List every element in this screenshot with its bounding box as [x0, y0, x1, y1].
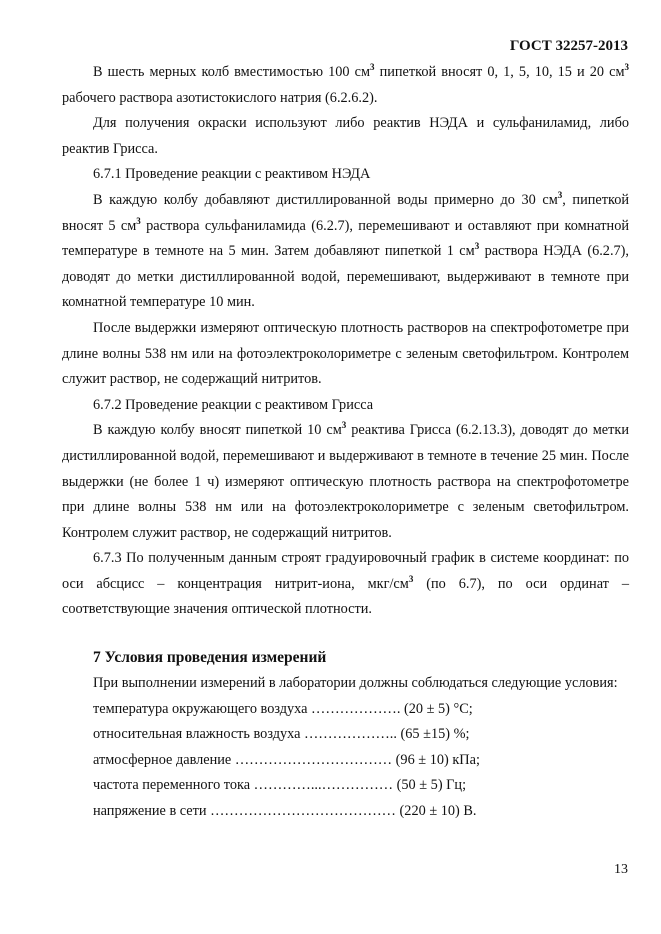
text-span: (по 6.7), по оси ординат – соответствующие значения оптической плотности.: [62, 575, 629, 618]
superscript: 3: [408, 573, 414, 584]
text-span: реактива Грисса (6.2.13.3), доводят до метки дистиллированной водой, перемешивают и выдерживают в темноте в течение 25 мин. После выдержки (не более 1 ч) измеряют оптическую плотность раствора на спектрофотометре при длине волны 538 нм или на фотоэлектроколориметре с зеленым светофильтром. Контролем служит раствор, не содержащий нитритов.: [62, 422, 629, 541]
subsection-heading-6-7-2: 6.7.2 Проведение реакции с реактивом Грисса: [93, 396, 374, 413]
paragraph-calibration-graph: [62, 546, 629, 623]
text-span: , пипеткой вносят 5 см: [62, 191, 630, 234]
paragraph-griess-procedure: [62, 418, 629, 546]
condition-humidity: относительная влажность воздуха ……………….. (65 ±15) %;: [93, 726, 470, 743]
condition-temperature: температура окружающего воздуха ………………. (20 ± 5) °С;: [93, 700, 473, 717]
superscript: 3: [341, 420, 347, 431]
paragraph-flasks: [62, 60, 629, 111]
condition-frequency: частота переменного тока …………...…………… (50 ± 5) Гц;: [93, 777, 467, 794]
paragraph-conditions-intro: При выполнении измерений в лаборатории должны соблюдаться следующие условия:: [93, 675, 618, 692]
subsection-heading-6-7-1: 6.7.1 Проведение реакции с реактивом НЭДА: [93, 166, 371, 183]
paragraph-measurement-1: После выдержки измеряют оптическую плотность растворов на спектрофотометре при длине волны 538 нм или на фотоэлектроколориметре с зеленым светофильтром. Контролем служит раствор, не содержащий нитритов.: [62, 319, 629, 388]
document-code-header: ГОСТ 32257-2013: [509, 38, 628, 54]
page-number: 13: [614, 862, 628, 877]
paragraph-neda-procedure: [62, 188, 629, 316]
document-body: [62, 60, 629, 825]
condition-voltage: напряжение в сети ………………………………… (220 ± 10) В.: [93, 803, 477, 820]
superscript: 3: [136, 215, 141, 226]
text-span: В каждую колбу добавляют дистиллированной воды примерно до 30 см: [93, 191, 558, 208]
superscript: 3: [474, 241, 480, 252]
superscript: 3: [370, 62, 375, 72]
text-span: рабочего раствора азотистокислого натрия (6.2.6.2).: [62, 89, 378, 106]
text-span: 6.7.3 По полученным данным строят градуировочный график в системе координат: по оси абсцисс – концентрация нитрит-иона, мкг/см: [62, 550, 629, 592]
text-span: раствора НЭДА (6.2.7), доводят до метки дистиллированной водой, перемешивают, выдерживают в темноте при комнатной температуре 10 мин.: [62, 243, 630, 311]
text-span: В каждую колбу вносят пипеткой 10 см: [93, 422, 342, 439]
text-span: пипеткой вносят 0, 1, 5, 10, 15 и 20 см: [374, 64, 625, 80]
condition-pressure: атмосферное давление …………………………… (96 ± 10) кПа;: [93, 751, 480, 768]
text-span: раствора сульфаниламида (6.2.7), перемешивают и оставляют при комнатной температуре в темноте на 5 мин. Затем добавляют пипеткой 1 см: [62, 217, 629, 260]
superscript: 3: [624, 62, 630, 72]
paragraph-coloring: Для получения окраски используют либо реактив НЭДА и сульфаниламид, либо реактив Грисса.: [62, 115, 629, 157]
section-7-title: 7 Условия проведения измерений: [93, 649, 327, 667]
superscript: 3: [557, 189, 563, 200]
text-span: В шесть мерных колб вместимостью 100 см: [93, 64, 370, 80]
